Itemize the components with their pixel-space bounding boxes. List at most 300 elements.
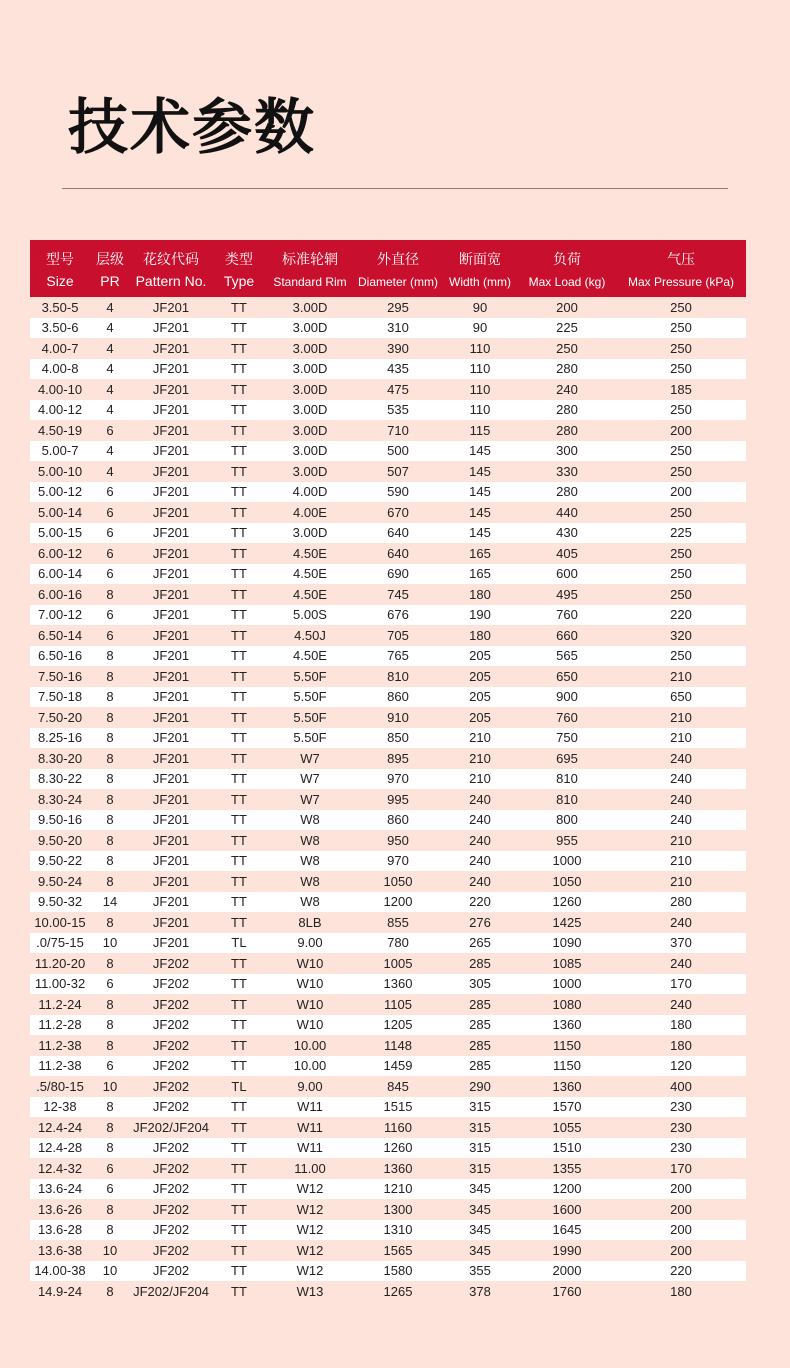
cell-pattern: JF202: [130, 974, 212, 995]
cell-diameter: 765: [354, 646, 442, 667]
cell-pr: 14: [90, 892, 130, 913]
cell-pattern: JF201: [130, 605, 212, 626]
cell-load: 440: [556, 504, 578, 520]
cell-width: 110: [469, 381, 491, 397]
cell-pr: 8: [106, 791, 114, 807]
cell-size: 5.00-14: [37, 504, 83, 520]
cell-diameter: 1300: [383, 1201, 413, 1217]
cell-pr: 8: [106, 873, 114, 889]
cell-type: TT: [231, 422, 247, 438]
cell-pr: 6: [90, 605, 130, 626]
table-row: [30, 748, 746, 769]
cell-width: 276: [469, 914, 491, 930]
cell-width: 180: [469, 586, 491, 602]
cell-pattern: JF201: [152, 504, 190, 520]
header-size-en: Size: [30, 273, 90, 297]
cell-width: 205: [469, 668, 491, 684]
cell-load: 1150: [518, 1056, 616, 1077]
cell-load: 1000: [518, 851, 616, 872]
cell-pattern: JF201: [152, 914, 190, 930]
cell-rim: 10.00: [266, 1056, 354, 1077]
cell-diameter: 295: [387, 299, 409, 315]
cell-pressure: 200: [670, 422, 692, 438]
cell-pr: 6: [106, 545, 114, 561]
header-type-zh: 类型: [212, 240, 266, 273]
cell-size: .5/80-15: [36, 1078, 84, 1094]
header-width-zh: 断面宽: [442, 240, 518, 273]
cell-pattern: JF201: [130, 482, 212, 503]
table-row: [30, 318, 746, 339]
cell-pr: 6: [106, 627, 114, 643]
cell-width: 145: [442, 523, 518, 544]
cell-diameter: 435: [354, 359, 442, 380]
cell-pattern: JF201: [130, 441, 212, 462]
cell-width: 240: [469, 873, 491, 889]
cell-diameter: 690: [354, 564, 442, 585]
cell-load: 280: [518, 400, 616, 421]
cell-size: 4.00-8: [30, 359, 90, 380]
cell-width: 240: [469, 791, 491, 807]
cell-pattern: JF201: [130, 769, 212, 790]
cell-pattern: JF201: [130, 892, 212, 913]
cell-pressure: 200: [616, 482, 746, 503]
cell-pattern: JF202: [130, 1138, 212, 1159]
cell-pattern: JF201: [130, 728, 212, 749]
cell-pressure: 210: [616, 728, 746, 749]
table-row: [30, 994, 746, 1015]
cell-pr: 4: [106, 381, 114, 397]
cell-load: 1055: [552, 1119, 582, 1135]
cell-load: 1570: [518, 1097, 616, 1118]
cell-diameter: 910: [387, 709, 409, 725]
cell-pressure: 280: [616, 892, 746, 913]
cell-rim: 4.50J: [294, 627, 326, 643]
table-row: [30, 400, 746, 421]
table-row: [30, 912, 746, 933]
cell-size: 11.2-24: [38, 996, 82, 1012]
cell-type: TT: [212, 810, 266, 831]
cell-load: 240: [556, 381, 578, 397]
header-pr-en: PR: [90, 273, 130, 297]
cell-diameter: 640: [387, 545, 409, 561]
cell-rim: W12: [266, 1220, 354, 1241]
cell-size: 7.00-12: [30, 605, 90, 626]
cell-rim: 4.00D: [266, 482, 354, 503]
cell-size: 5.00-15: [30, 523, 90, 544]
cell-size: 6.00-14: [30, 564, 90, 585]
cell-rim: W7: [300, 791, 320, 807]
cell-type: TT: [212, 441, 266, 462]
cell-rim: W8: [300, 832, 320, 848]
cell-pr: 8: [90, 851, 130, 872]
cell-load: 280: [518, 359, 616, 380]
cell-rim: 3.00D: [266, 318, 354, 339]
cell-size: 7.50-18: [30, 687, 90, 708]
cell-diameter: 1360: [354, 974, 442, 995]
table-row: [30, 1138, 746, 1159]
cell-pr: 4: [106, 340, 114, 356]
cell-load: 1360: [552, 1078, 582, 1094]
cell-load: 695: [556, 750, 578, 766]
cell-rim: 5.00S: [266, 605, 354, 626]
cell-width: 378: [469, 1283, 491, 1299]
cell-rim: W11: [266, 1097, 354, 1118]
cell-width: 145: [469, 504, 491, 520]
cell-pr: 8: [90, 1015, 130, 1036]
cell-width: 305: [442, 974, 518, 995]
cell-width: 285: [469, 955, 491, 971]
cell-pr: 10: [90, 1261, 130, 1282]
cell-type: TT: [212, 646, 266, 667]
table-row: [30, 769, 746, 790]
cell-type: TT: [212, 974, 266, 995]
table-row: [30, 892, 746, 913]
cell-type: TT: [212, 605, 266, 626]
table-row: [30, 502, 746, 523]
cell-load: 280: [556, 422, 578, 438]
cell-pr: 8: [90, 1097, 130, 1118]
cell-pr: 10: [102, 1242, 118, 1258]
cell-width: 240: [442, 851, 518, 872]
cell-pattern: JF202: [130, 1015, 212, 1036]
cell-width: 210: [442, 769, 518, 790]
cell-load: 225: [518, 318, 616, 339]
cell-pressure: 210: [670, 709, 692, 725]
cell-rim: W13: [296, 1283, 324, 1299]
cell-size: 8.25-16: [30, 728, 90, 749]
cell-diameter: 390: [387, 340, 409, 356]
cell-pressure: 240: [670, 996, 692, 1012]
cell-pressure: 370: [616, 933, 746, 954]
cell-rim: 4.50E: [266, 564, 354, 585]
cell-rim: 8LB: [298, 914, 322, 930]
cell-pressure: 250: [616, 318, 746, 339]
cell-size: 11.2-38: [38, 1037, 82, 1053]
cell-size: 3.50-6: [30, 318, 90, 339]
cell-pattern: JF202: [152, 996, 190, 1012]
cell-diameter: 850: [354, 728, 442, 749]
table-row: [30, 830, 746, 851]
cell-width: 205: [442, 646, 518, 667]
cell-pr: 10: [102, 1078, 118, 1094]
cell-type: TT: [212, 564, 266, 585]
table-row: [30, 1240, 746, 1261]
cell-pr: 8: [106, 1037, 114, 1053]
cell-diameter: 710: [387, 422, 409, 438]
cell-load: 600: [518, 564, 616, 585]
cell-pressure: 200: [616, 1179, 746, 1200]
cell-pressure: 250: [670, 586, 692, 602]
cell-load: 280: [518, 482, 616, 503]
cell-rim: W8: [266, 892, 354, 913]
cell-type: TT: [212, 523, 266, 544]
cell-size: 4.00-7: [41, 340, 79, 356]
cell-size: 11.00-32: [30, 974, 90, 995]
cell-rim: W12: [266, 1261, 354, 1282]
cell-rim: 11.00: [294, 1160, 326, 1176]
cell-width: 145: [469, 463, 491, 479]
cell-type: TT: [212, 728, 266, 749]
cell-rim: 3.00D: [292, 463, 328, 479]
cell-size: 5.00-10: [37, 463, 83, 479]
table-row: [30, 687, 746, 708]
cell-width: 210: [442, 728, 518, 749]
table-row: [30, 625, 746, 646]
table-row: [30, 953, 746, 974]
cell-rim: W10: [266, 1015, 354, 1036]
cell-load: 1150: [553, 1037, 581, 1053]
header-type-en: Type: [212, 273, 266, 297]
cell-rim: 3.00D: [292, 299, 328, 315]
cell-pattern: JF201: [152, 545, 190, 561]
cell-pr: 8: [106, 914, 114, 930]
cell-width: 145: [442, 441, 518, 462]
cell-pattern: JF202: [130, 1179, 212, 1200]
cell-pr: 8: [106, 1119, 114, 1135]
cell-pattern: JF201: [130, 810, 212, 831]
cell-width: 345: [442, 1220, 518, 1241]
cell-width: 90: [442, 318, 518, 339]
table-row: [30, 1199, 746, 1220]
cell-rim: 3.00D: [266, 523, 354, 544]
cell-pr: 6: [90, 482, 130, 503]
cell-rim: 3.00D: [266, 441, 354, 462]
cell-diameter: 780: [354, 933, 442, 954]
cell-size: 12.4-24: [37, 1119, 83, 1135]
cell-pressure: 185: [670, 381, 692, 397]
table-row: [30, 707, 746, 728]
header-load-zh: 负荷: [518, 240, 616, 273]
cell-pr: 6: [90, 523, 130, 544]
cell-width: 205: [469, 709, 491, 725]
cell-pressure: 240: [670, 791, 692, 807]
cell-load: 1080: [552, 996, 582, 1012]
cell-size: 13.6-26: [37, 1201, 83, 1217]
cell-diameter: 1210: [354, 1179, 442, 1200]
cell-rim: W7: [300, 750, 320, 766]
cell-size: 9.50-32: [30, 892, 90, 913]
cell-pr: 10: [90, 933, 130, 954]
cell-type: TT: [231, 340, 247, 356]
cell-type: TT: [231, 1037, 247, 1053]
cell-load: 650: [556, 668, 578, 684]
cell-load: 1645: [518, 1220, 616, 1241]
cell-type: TT: [231, 1242, 247, 1258]
cell-pattern: JF201: [130, 564, 212, 585]
cell-pattern: JF202: [130, 1220, 212, 1241]
header-pattern-en: Pattern No.: [130, 273, 212, 297]
cell-pattern: JF201: [130, 523, 212, 544]
cell-pattern: JF202: [152, 1037, 190, 1053]
cell-width: 90: [472, 299, 488, 315]
cell-size: 12.4-28: [30, 1138, 90, 1159]
cell-width: 240: [442, 810, 518, 831]
cell-rim: 5.50F: [293, 709, 327, 725]
table-row: [30, 851, 746, 872]
cell-type: TT: [212, 1261, 266, 1282]
cell-diameter: 1515: [354, 1097, 442, 1118]
cell-type: TT: [231, 586, 247, 602]
cell-width: 265: [442, 933, 518, 954]
header-pattern-zh: 花纹代码: [130, 240, 212, 273]
cell-type: TT: [212, 359, 266, 380]
cell-pressure: 250: [616, 400, 746, 421]
cell-rim: W8: [300, 873, 320, 889]
cell-rim: W11: [266, 1138, 354, 1159]
cell-pr: 6: [90, 1179, 130, 1200]
cell-rim: 4.50E: [266, 646, 354, 667]
cell-type: TT: [231, 1160, 247, 1176]
cell-size: 8.30-20: [37, 750, 83, 766]
cell-diameter: 676: [354, 605, 442, 626]
cell-diameter: 950: [387, 832, 409, 848]
header-rim-en: Standard Rim: [266, 273, 354, 297]
cell-load: 1260: [518, 892, 616, 913]
table-row: [30, 789, 746, 810]
cell-diameter: 1200: [354, 892, 442, 913]
cell-load: 750: [518, 728, 616, 749]
table-row: [30, 359, 746, 380]
cell-pr: 4: [90, 359, 130, 380]
cell-size: 7.50-16: [37, 668, 83, 684]
cell-load: 810: [518, 769, 616, 790]
cell-width: 190: [442, 605, 518, 626]
cell-type: TT: [212, 400, 266, 421]
cell-pattern: JF202: [130, 1056, 212, 1077]
cell-pr: 6: [106, 422, 114, 438]
table-row: [30, 1158, 746, 1179]
cell-size: .0/75-15: [30, 933, 90, 954]
cell-diameter: 507: [387, 463, 409, 479]
cell-width: 210: [469, 750, 491, 766]
cell-pr: 8: [106, 586, 114, 602]
cell-pr: 6: [90, 1056, 130, 1077]
cell-width: 285: [442, 1015, 518, 1036]
cell-diameter: 1105: [384, 996, 412, 1012]
cell-type: TT: [231, 996, 247, 1012]
cell-width: 315: [442, 1097, 518, 1118]
cell-load: 1360: [518, 1015, 616, 1036]
cell-size: 4.50-19: [37, 422, 83, 438]
cell-pressure: 240: [670, 955, 692, 971]
table-row: [30, 810, 746, 831]
cell-load: 955: [556, 832, 578, 848]
cell-pr: 4: [90, 400, 130, 421]
cell-size: 6.50-16: [30, 646, 90, 667]
cell-type: TT: [212, 1179, 266, 1200]
cell-rim: 4.50E: [293, 586, 327, 602]
cell-diameter: 1260: [354, 1138, 442, 1159]
cell-pr: 4: [90, 441, 130, 462]
cell-size: 6.50-14: [37, 627, 83, 643]
cell-size: 13.6-28: [30, 1220, 90, 1241]
cell-pressure: 250: [670, 504, 692, 520]
cell-pressure: 200: [616, 1220, 746, 1241]
cell-pr: 8: [90, 646, 130, 667]
table-row: [30, 482, 746, 503]
cell-width: 290: [469, 1078, 491, 1094]
cell-pattern: JF202: [152, 1242, 190, 1258]
cell-pr: 6: [90, 564, 130, 585]
header-size-zh: 型号: [30, 240, 90, 273]
cell-size: 8.30-22: [30, 769, 90, 790]
page-title: 技术参数: [68, 93, 316, 163]
cell-pressure: 230: [670, 1119, 692, 1135]
cell-load: 1760: [552, 1283, 582, 1299]
cell-diameter: 970: [354, 769, 442, 790]
cell-width: 165: [442, 564, 518, 585]
cell-load: 1990: [552, 1242, 582, 1258]
cell-size: 4.00-12: [30, 400, 90, 421]
cell-type: TT: [231, 873, 247, 889]
cell-diameter: 1148: [384, 1037, 412, 1053]
cell-pr: 6: [90, 974, 130, 995]
cell-size: 11.2-38: [30, 1056, 90, 1077]
cell-type: TT: [231, 299, 247, 315]
header-pr-zh: 层级: [90, 240, 130, 273]
cell-pr: 4: [106, 463, 114, 479]
cell-pressure: 250: [616, 441, 746, 462]
cell-pattern: JF202: [152, 955, 190, 971]
cell-type: TT: [231, 955, 247, 971]
cell-pr: 8: [90, 1220, 130, 1241]
table-row: [30, 1076, 746, 1097]
cell-pr: 8: [90, 728, 130, 749]
cell-load: 565: [518, 646, 616, 667]
cell-diameter: 1580: [354, 1261, 442, 1282]
cell-width: 345: [469, 1242, 491, 1258]
cell-type: TT: [231, 914, 247, 930]
cell-diameter: 1005: [383, 955, 413, 971]
cell-pattern: JF202: [152, 1160, 190, 1176]
cell-load: 495: [556, 586, 578, 602]
cell-diameter: 745: [387, 586, 409, 602]
table-row: [30, 441, 746, 462]
table-row: [30, 543, 746, 564]
cell-width: 345: [469, 1201, 491, 1217]
cell-size: 5.00-7: [30, 441, 90, 462]
cell-width: 115: [469, 422, 491, 438]
cell-size: 11.2-28: [30, 1015, 90, 1036]
cell-pressure: 170: [616, 974, 746, 995]
cell-pattern: JF202/JF204: [133, 1283, 209, 1299]
cell-diameter: 845: [387, 1078, 409, 1094]
cell-load: 800: [518, 810, 616, 831]
cell-type: TT: [231, 1201, 247, 1217]
table-row: [30, 338, 746, 359]
cell-type: TT: [212, 1138, 266, 1159]
cell-rim: W10: [296, 996, 324, 1012]
cell-load: 1510: [518, 1138, 616, 1159]
cell-pattern: JF201: [152, 422, 190, 438]
cell-width: 315: [469, 1119, 491, 1135]
cell-pr: 8: [90, 769, 130, 790]
header-pressure-zh: 气压: [616, 240, 746, 273]
cell-load: 1200: [518, 1179, 616, 1200]
cell-diameter: 810: [387, 668, 409, 684]
table-row: [30, 1220, 746, 1241]
cell-pressure: 250: [670, 299, 692, 315]
cell-load: 1090: [518, 933, 616, 954]
cell-load: 760: [518, 605, 616, 626]
cell-diameter: 855: [387, 914, 409, 930]
cell-pattern: JF201: [130, 359, 212, 380]
cell-pressure: 120: [616, 1056, 746, 1077]
cell-load: 2000: [518, 1261, 616, 1282]
header-row-chinese: [30, 240, 746, 273]
cell-type: TT: [231, 750, 247, 766]
table-row: [30, 1035, 746, 1056]
